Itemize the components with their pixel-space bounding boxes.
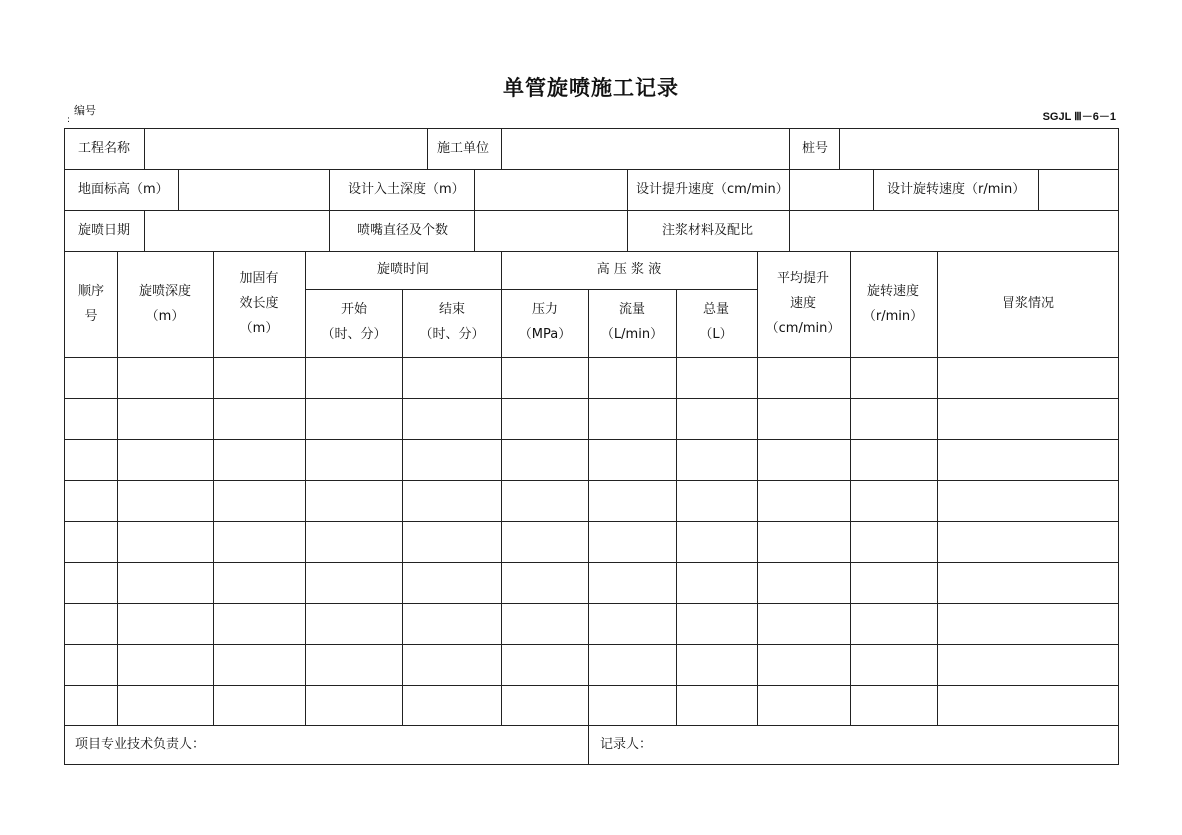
label-design-lift-speed: 设计提升速度（cm/min） [636,182,789,197]
form-number-label: 编号 [74,104,96,117]
header-high-pressure-grout: 高 压 浆 液 [596,262,662,277]
header-reinforce-length: 加固有 效长度 （m） [239,271,279,336]
header-start: 开始 （时、分） [321,302,387,342]
label-construction-unit: 施工单位 [437,141,490,156]
footer-recorder: 记录人： [600,737,653,752]
header-pressure: 压力 （MPa） [518,302,572,342]
input-design-lift-speed[interactable] [790,170,873,210]
data-entry-rows[interactable] [65,358,1118,725]
form-code: SGJL Ⅲ－6－1 [1042,111,1116,123]
header-grout-return: 冒浆情况 [1001,296,1055,311]
label-ground-elevation: 地面标高（m） [78,182,169,197]
label-project-name: 工程名称 [78,141,131,156]
input-nozzle-info[interactable] [475,211,627,251]
input-design-depth[interactable] [475,170,627,210]
label-jet-date: 旋喷日期 [78,223,131,238]
input-jet-date[interactable] [145,211,329,251]
label-grout-material: 注浆材料及配比 [662,223,754,238]
header-flow: 流量 （L/min） [600,302,664,342]
input-grout-material[interactable] [790,211,1118,251]
input-design-rotation-speed[interactable] [1039,170,1118,210]
input-ground-elevation[interactable] [179,170,329,210]
input-construction-unit[interactable] [502,129,789,169]
header-seq: 顺序 号 [77,284,105,324]
label-nozzle-info: 喷嘴直径及个数 [357,223,449,238]
input-recorder[interactable] [650,726,1118,764]
input-tech-lead[interactable] [200,726,588,764]
header-jet-time: 旋喷时间 [376,262,430,277]
header-jet-depth: 旋喷深度 （m） [138,284,192,324]
form-number-colon: : [67,115,71,125]
label-design-rotation-speed: 设计旋转速度（r/min） [887,182,1026,197]
page-title: 单管旋喷施工记录 [503,76,679,100]
footer-tech-lead: 项目专业技术负责人： [75,737,206,752]
header-rotation-speed: 旋转速度 （r/min） [862,284,924,324]
label-design-depth: 设计入土深度（m） [348,182,465,197]
input-pile-no[interactable] [840,129,1118,169]
header-total: 总量 （L） [699,302,733,342]
header-end: 结束 （时、分） [419,302,485,342]
header-avg-lift-speed: 平均提升 速度 （cm/min） [765,271,841,336]
label-pile-no: 桩号 [802,141,829,156]
input-project-name[interactable] [145,129,427,169]
